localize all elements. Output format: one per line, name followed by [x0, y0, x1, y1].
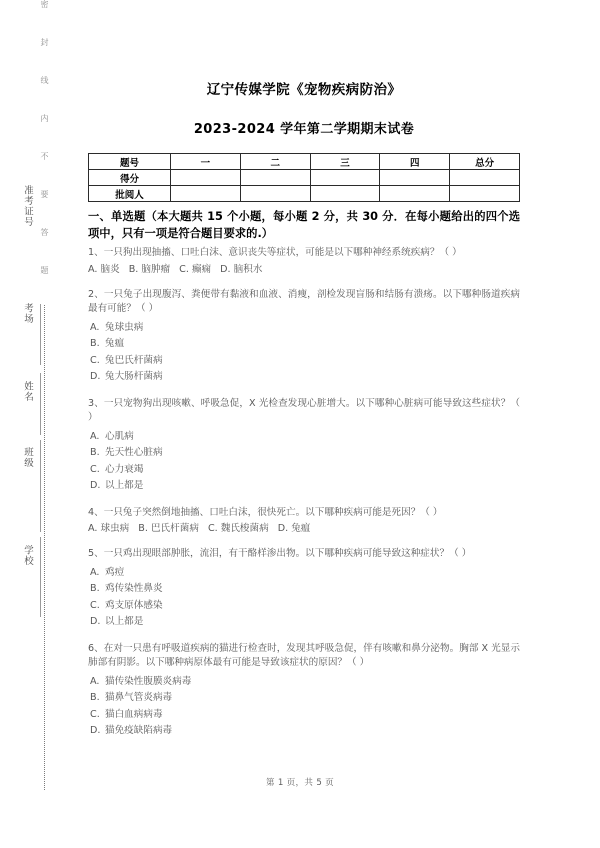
table-row: [89, 154, 520, 170]
option-item[interactable]: [88, 723, 520, 740]
option-text: 猫免疫缺陷病毒: [105, 725, 173, 736]
score-table-cell[interactable]: [380, 170, 450, 186]
score-table: [88, 153, 520, 202]
score-table-header-cell: 二: [240, 154, 310, 170]
option-item[interactable]: [88, 614, 520, 631]
option-item[interactable]: C. 癫痫: [179, 263, 212, 275]
option-item[interactable]: D. 兔瘟: [277, 523, 311, 534]
option-letter: B.: [90, 447, 100, 458]
question-stem: 2、一只兔子出现腹泻、粪便带有黏液和血液、消瘦，剖检发现盲肠和结肠有溃疡。以下哪种肠道疾病最有可能？（ ）: [88, 288, 520, 314]
score-table-body: [89, 154, 520, 202]
option-letter: D.: [90, 725, 101, 736]
table-row: [89, 186, 520, 202]
score-table-cell[interactable]: [310, 186, 380, 202]
score-table-header-cell: 一: [171, 154, 241, 170]
section-heading: 一、单选题（本大题共 15 个小题，每小题 2 分，共 30 分．在每小题给出的四个选项中，只有一项是符合题目要求的.）: [88, 210, 520, 240]
option-item[interactable]: [88, 478, 520, 495]
table-row: [89, 170, 520, 186]
question-list: [88, 246, 520, 740]
option-list: [88, 521, 520, 536]
student-info-labels: [14, 185, 36, 625]
option-letter: A.: [90, 675, 100, 687]
option-item[interactable]: [88, 320, 520, 337]
question-item: [88, 547, 520, 631]
option-item[interactable]: C. 魏氏梭菌病: [207, 523, 269, 534]
page-title: 辽宁传媒学院《宠物疾病防治》: [206, 82, 402, 98]
option-text: 以上都是: [105, 616, 144, 627]
option-list: [88, 674, 520, 740]
option-text: 兔瘟: [105, 338, 125, 349]
option-item[interactable]: [88, 429, 520, 446]
seal-label-2: 考场: [22, 303, 33, 324]
option-text: 以上都是: [105, 480, 144, 491]
question-stem: 4、一只兔子突然倒地抽搐、口吐白沫，很快死亡。以下哪种疾病可能是死因？（ ）: [88, 506, 443, 518]
page-footer: 第 1 页，共 5 页: [265, 778, 335, 788]
option-text: 猫白血病病毒: [105, 708, 163, 720]
score-table-cell[interactable]: [450, 186, 520, 202]
question-stem: 3、一只宠物狗出现咳嗽、呼吸急促，X 光检查发现心脏增大。以下哪种心脏病可能导致这些症状？（ ）: [88, 397, 520, 423]
option-item[interactable]: [88, 369, 520, 386]
score-table-cell[interactable]: [171, 186, 241, 202]
seal-label-3: 姓名: [22, 381, 33, 402]
option-text: 兔巴氏杆菌病: [105, 354, 163, 366]
option-letter: B.: [90, 338, 100, 349]
seal-rule-2: [40, 295, 41, 365]
seal-rule-3: [40, 373, 41, 435]
score-table-cell[interactable]: [380, 186, 450, 202]
question-stem: 5、一只鸡出现眼部肿胀，流泪，有干酪样渗出物。以下哪种疾病可能导致这种症状？（ ）: [88, 548, 472, 559]
score-table-cell[interactable]: [171, 170, 241, 186]
seal-label-1: 准考证号: [22, 185, 33, 227]
question-item: [88, 288, 520, 386]
score-table-header-cell: 四: [380, 154, 450, 170]
question-stem: 1、一只狗出现抽搐、口吐白沫、意识丧失等症状，可能是以下哪种神经系统疾病？（ ）: [88, 247, 462, 258]
option-letter: B.: [90, 583, 100, 594]
option-text: 鸡痘: [105, 566, 125, 578]
document-body: [88, 0, 520, 740]
option-text: 兔大肠杆菌病: [105, 371, 163, 382]
option-text: 猫鼻气管炎病毒: [105, 692, 173, 703]
option-letter: D.: [90, 371, 101, 382]
score-table-header-cell: 总分: [450, 154, 520, 170]
option-letter: C.: [90, 599, 100, 611]
score-table-cell[interactable]: [450, 170, 520, 186]
option-item[interactable]: B. 脑肿瘤: [128, 263, 171, 275]
seal-line-text: 密封线内不要答题: [36, 0, 53, 304]
option-item[interactable]: [88, 353, 520, 370]
option-list: [88, 262, 520, 277]
option-item[interactable]: [88, 581, 520, 598]
option-item[interactable]: [88, 336, 520, 353]
score-table-cell[interactable]: [240, 186, 310, 202]
score-table-row-label: 题号: [89, 154, 171, 170]
seal-rule-5: [40, 537, 41, 617]
option-letter: B.: [90, 692, 100, 703]
option-letter: C.: [90, 463, 100, 475]
seal-margin: [0, 0, 72, 848]
score-table-row-label: 得分: [89, 170, 171, 186]
option-letter: A.: [90, 321, 100, 333]
option-text: 先天性心脏病: [105, 447, 163, 458]
option-item[interactable]: [88, 674, 520, 691]
option-letter: C.: [90, 708, 100, 720]
seal-label-5: 学校: [22, 545, 33, 566]
option-text: 鸡传染性鼻炎: [105, 583, 163, 594]
seal-label-4: 班级: [22, 447, 33, 468]
question-item: [88, 246, 520, 277]
option-item[interactable]: [88, 707, 520, 724]
option-letter: C.: [90, 354, 100, 366]
option-letter: A.: [90, 566, 100, 578]
score-table-row-label: 批阅人: [89, 186, 171, 202]
option-text: 兔球虫病: [105, 321, 144, 333]
option-item[interactable]: [88, 462, 520, 479]
question-stem: 6、在对一只患有呼吸道疾病的猫进行检查时，发现其呼吸急促，伴有咳嗽和鼻分泌物。胸部 X 光显示肺部有阴影。以下哪种病原体最有可能是导致该症状的原因？（ ）: [88, 642, 520, 668]
option-text: 猫传染性腹膜炎病毒: [105, 675, 192, 687]
option-item[interactable]: D. 脑积水: [220, 263, 263, 275]
score-table-header-cell: 三: [310, 154, 380, 170]
option-item[interactable]: [88, 690, 520, 707]
option-item[interactable]: A. 脑炎: [88, 263, 120, 275]
option-item[interactable]: B. 巴氏杆菌病: [138, 523, 199, 534]
score-table-cell[interactable]: [240, 170, 310, 186]
option-item[interactable]: [88, 565, 520, 582]
page-subtitle: 2023-2024 学年第二学期期末试卷: [193, 122, 415, 137]
option-list: [88, 320, 520, 386]
score-table-cell[interactable]: [310, 170, 380, 186]
question-item: [88, 397, 520, 495]
option-letter: A.: [90, 430, 100, 442]
seal-rule-4: [40, 440, 41, 532]
option-letter: D.: [90, 616, 101, 627]
option-letter: D.: [90, 480, 101, 491]
option-text: 鸡支原体感染: [105, 599, 163, 611]
option-text: 心力衰竭: [105, 463, 144, 475]
option-text: 心肌病: [105, 430, 134, 442]
question-item: [88, 506, 520, 537]
option-list: [88, 565, 520, 631]
option-item[interactable]: [88, 598, 520, 615]
option-item[interactable]: A. 球虫病: [88, 523, 130, 534]
option-item[interactable]: [88, 445, 520, 462]
question-item: [88, 642, 520, 740]
option-list: [88, 429, 520, 495]
